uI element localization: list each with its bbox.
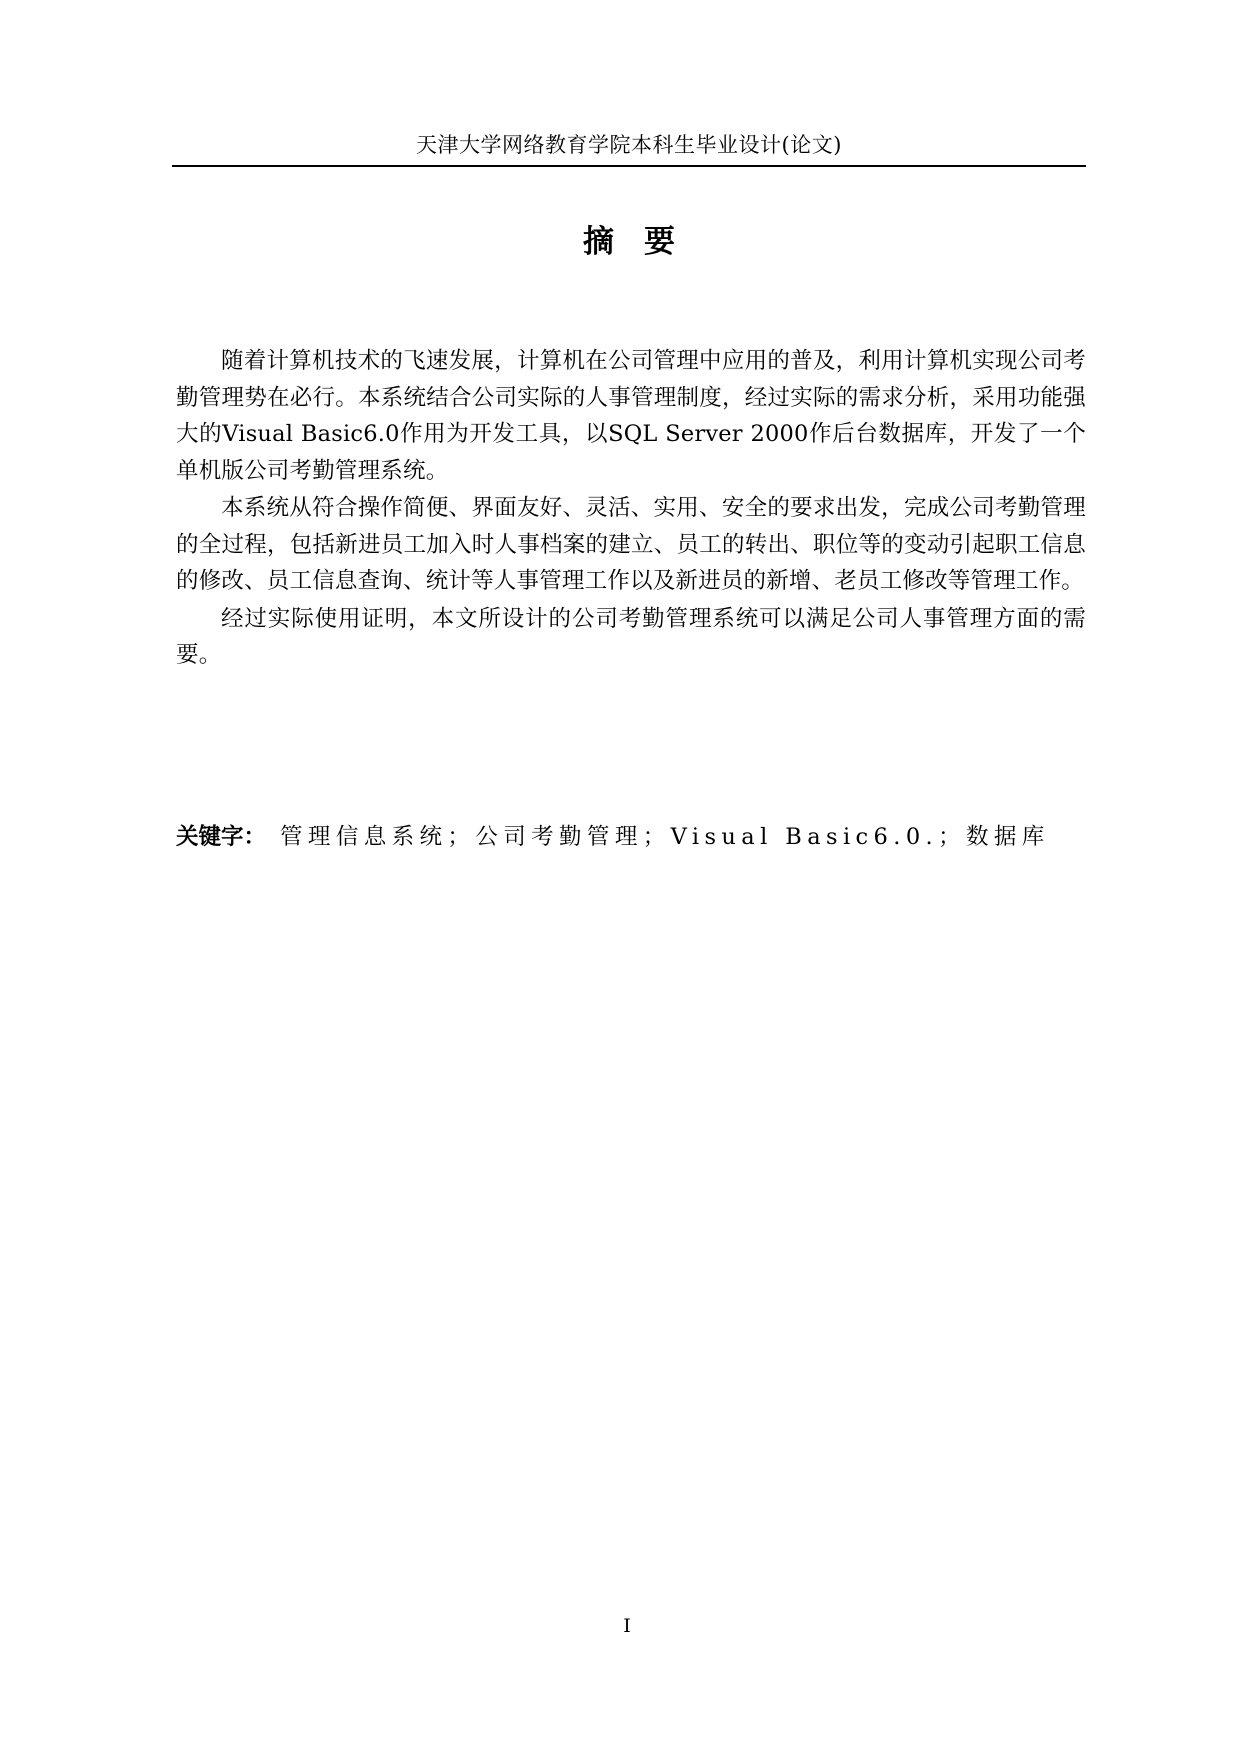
abstract-paragraph-3: 经过实际使用证明，本文所设计的公司考勤管理系统可以满足公司人事管理方面的需要。 <box>176 605 1086 668</box>
keywords-label: 关键字： <box>176 824 267 850</box>
running-header: 天津大学网络教育学院本科生毕业设计(论文) <box>416 133 842 157</box>
abstract-body <box>176 343 1086 675</box>
abstract-paragraph-2: 本系统从符合操作简便、界面友好、灵活、实用、安全的要求出发，完成公司考勤管理的全过程，包括新进员工加入时人事档案的建立、员工的转出、职位等的变动引起职工信息的修改、员工信息查询、统计等人事管理工作以及新进员的新增、老员工修改等管理工作。 <box>176 495 1086 594</box>
abstract-title: 摘要 <box>583 224 705 260</box>
keywords-value: 管理信息系统；公司考勤管理；Visual Basic6.0.；数据库 <box>280 824 1050 850</box>
abstract-paragraph-1: 随着计算机技术的飞速发展，计算机在公司管理中应用的普及，利用计算机实现公司考勤管理势在必行。本系统结合公司实际的人事管理制度，经过实际的需求分析，采用功能强大的Visual Basic6.0作用为开发工具，以SQL Server 2000作后台数据库，开发了一个单机版公司考勤管理系统。 <box>176 348 1086 484</box>
page-number: I <box>623 1615 631 1637</box>
keywords-line <box>176 820 1086 854</box>
header-rule <box>172 165 1086 167</box>
